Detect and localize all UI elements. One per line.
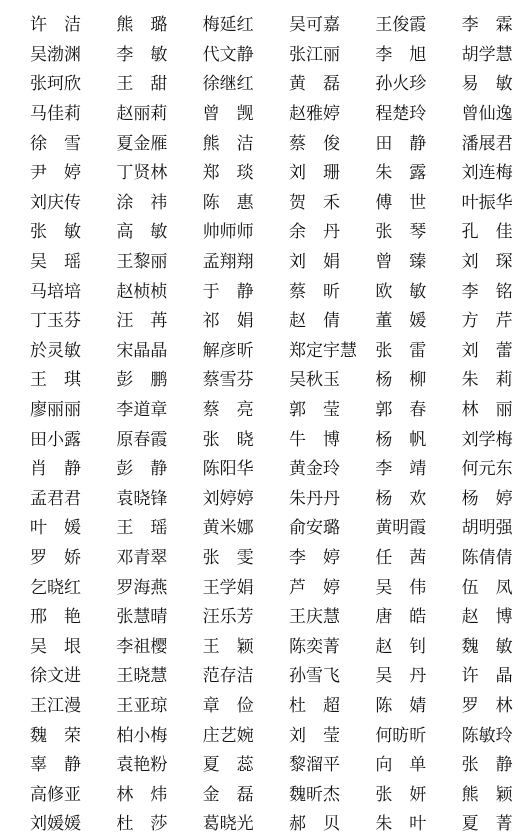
name-cell: 孔 佳 (461, 222, 513, 243)
name-cell: 刘 蕾 (461, 340, 513, 361)
name-cell: 朱 叶 (375, 814, 427, 835)
name-cell: 黄明霞 (375, 518, 427, 539)
name-cell: 潘展君 (461, 133, 513, 154)
name-cell: 庄艺婉 (202, 725, 254, 746)
name-row (0, 570, 518, 600)
name-cell: 胡明强 (461, 518, 513, 539)
name-cell: 王庆慧 (288, 607, 340, 628)
name-cell: 黄米娜 (202, 518, 254, 539)
name-cell: 蔡雪芬 (202, 370, 254, 391)
name-cell: 熊 颖 (461, 784, 513, 805)
name-cell: 肖 静 (30, 459, 81, 480)
name-cell: 张 妍 (375, 784, 427, 805)
name-cell: 罗海燕 (116, 577, 168, 598)
name-cell: 祁 娟 (202, 311, 254, 332)
name-cell: 梅延红 (202, 15, 254, 36)
name-cell: 郭 春 (375, 400, 427, 421)
name-cell: 原春霞 (116, 429, 168, 450)
name-cell: 易 敏 (461, 74, 513, 95)
name-cell: 解彦昕 (202, 340, 254, 361)
name-cell: 曾 臻 (375, 252, 427, 273)
name-cell: 杜 莎 (116, 814, 168, 835)
name-cell: 陈奕菁 (288, 636, 340, 657)
name-cell: 徐 雪 (30, 133, 81, 154)
name-cell: 王黎丽 (116, 252, 168, 273)
name-cell: 吴可嘉 (288, 15, 340, 36)
name-cell: 蔡 俊 (288, 133, 340, 154)
name-cell: 程楚玲 (375, 104, 427, 125)
name-cell: 汪 苒 (116, 311, 168, 332)
name-cell: 郑 琰 (202, 163, 254, 184)
name-row (0, 97, 518, 127)
name-cell: 赵桢桢 (116, 281, 168, 302)
name-cell: 熊 璐 (116, 15, 168, 36)
name-cell: 孙雪飞 (288, 666, 340, 687)
name-cell: 叶 媛 (30, 518, 81, 539)
name-cell: 王亚琼 (116, 695, 168, 716)
name-cell: 李道章 (116, 400, 168, 421)
name-cell: 帅师师 (202, 222, 254, 243)
name-row (0, 363, 518, 393)
name-cell: 李 敏 (116, 44, 168, 65)
name-cell: 牛 博 (288, 429, 340, 450)
name-cell: 任 茜 (375, 547, 427, 568)
name-cell: 袁晓锋 (116, 488, 168, 509)
name-cell: 王 瑶 (116, 518, 168, 539)
name-cell: 张慧晴 (116, 607, 168, 628)
name-cell: 李 旭 (375, 44, 427, 65)
name-cell: 彭 鹏 (116, 370, 168, 391)
name-cell: 朱 莉 (461, 370, 513, 391)
name-cell: 夏 菁 (461, 814, 513, 835)
name-cell: 孟翔翔 (202, 252, 254, 273)
name-cell: 刘庆传 (30, 192, 81, 213)
name-cell: 范存洁 (202, 666, 254, 687)
name-cell: 陈 婧 (375, 695, 427, 716)
name-cell: 金 磊 (202, 784, 254, 805)
name-cell: 刘连梅 (461, 163, 513, 184)
name-cell: 许 晶 (461, 666, 513, 687)
name-cell: 刘婷婷 (202, 488, 254, 509)
name-cell: 廖丽丽 (30, 400, 81, 421)
name-cell: 田小露 (30, 429, 81, 450)
name-cell: 向 单 (375, 755, 427, 776)
name-cell: 彭 静 (116, 459, 168, 480)
name-cell: 杜 超 (288, 695, 340, 716)
name-row (0, 422, 518, 452)
name-cell: 张 雷 (375, 340, 427, 361)
name-cell: 张珂欣 (30, 74, 81, 95)
name-cell: 徐文进 (30, 666, 81, 687)
name-cell: 陈阳华 (202, 459, 254, 480)
name-cell: 蔡 亮 (202, 400, 254, 421)
name-cell: 叶振华 (461, 192, 513, 213)
name-cell: 贺 禾 (288, 192, 340, 213)
name-cell: 张 雯 (202, 547, 254, 568)
name-cell: 吴 垠 (30, 636, 81, 657)
name-cell: 宋晶晶 (116, 340, 168, 361)
name-cell: 马佳莉 (30, 104, 81, 125)
name-cell: 胡学慧 (461, 44, 513, 65)
name-cell: 马培培 (30, 281, 81, 302)
name-cell: 张江丽 (288, 44, 340, 65)
name-cell: 黄金玲 (288, 459, 340, 480)
name-cell: 蔡 昕 (288, 281, 340, 302)
name-cell: 赵丽莉 (116, 104, 168, 125)
name-cell: 李 婷 (288, 547, 340, 568)
name-row (0, 8, 518, 38)
name-cell: 孙火珍 (375, 74, 427, 95)
name-row (0, 748, 518, 778)
name-cell: 方 芹 (461, 311, 513, 332)
name-cell: 杨 柳 (375, 370, 427, 391)
name-cell: 朱 露 (375, 163, 427, 184)
name-cell: 赵 博 (461, 607, 513, 628)
name-cell: 朱丹丹 (288, 488, 340, 509)
name-cell: 王 琪 (30, 370, 81, 391)
name-cell: 孟君君 (30, 488, 81, 509)
name-cell: 林 炜 (116, 784, 168, 805)
name-cell: 陈敏玲 (461, 725, 513, 746)
name-cell: 辜 静 (30, 755, 81, 776)
name-cell: 刘 莹 (288, 725, 340, 746)
name-row (0, 126, 518, 156)
name-cell: 黎溜平 (288, 755, 340, 776)
name-cell: 赵 倩 (288, 311, 340, 332)
name-row (0, 186, 518, 216)
name-cell: 张 静 (461, 755, 513, 776)
name-row (0, 215, 518, 245)
name-cell: 陈 惠 (202, 192, 254, 213)
name-cell: 吴渤渊 (30, 44, 81, 65)
name-row (0, 541, 518, 571)
name-cell: 刘学梅 (461, 429, 513, 450)
name-cell: 邓青翠 (116, 547, 168, 568)
name-cell: 赵雅婷 (288, 104, 340, 125)
name-cell: 俞安璐 (288, 518, 340, 539)
name-cell: 涂 祎 (116, 192, 168, 213)
name-cell: 林 丽 (461, 400, 513, 421)
name-cell: 尹 婷 (30, 163, 81, 184)
name-row (0, 807, 518, 837)
name-cell: 罗 林 (461, 695, 513, 716)
name-cell: 魏 荣 (30, 725, 81, 746)
name-cell: 魏昕杰 (288, 784, 340, 805)
name-row (0, 777, 518, 807)
name-cell: 欧 敏 (375, 281, 427, 302)
name-row (0, 600, 518, 630)
name-cell: 张 晓 (202, 429, 254, 450)
name-cell: 李 铭 (461, 281, 513, 302)
name-cell: 王俊霞 (375, 15, 427, 36)
name-cell: 田 静 (375, 133, 427, 154)
name-cell: 曾 觊 (202, 104, 254, 125)
name-cell: 刘 娟 (288, 252, 340, 273)
name-cell: 罗 娇 (30, 547, 81, 568)
name-row (0, 393, 518, 423)
name-cell: 王 颖 (202, 636, 254, 657)
name-cell: 郭 莹 (288, 400, 340, 421)
name-cell: 何元东 (461, 459, 513, 480)
name-cell: 唐 皓 (375, 607, 427, 628)
name-row (0, 245, 518, 275)
name-cell: 代文静 (202, 44, 254, 65)
name-cell: 王学娟 (202, 577, 254, 598)
name-cell: 丁贤林 (116, 163, 168, 184)
name-cell: 王 甜 (116, 74, 168, 95)
name-cell: 余 丹 (288, 222, 340, 243)
name-cell: 乞晓红 (30, 577, 81, 598)
name-cell: 李 靖 (375, 459, 427, 480)
name-cell: 王江漫 (30, 695, 81, 716)
name-cell: 袁艳粉 (116, 755, 168, 776)
name-row (0, 452, 518, 482)
name-cell: 董 媛 (375, 311, 427, 332)
name-row (0, 482, 518, 512)
name-row (0, 38, 518, 68)
name-cell: 汪乐芳 (202, 607, 254, 628)
name-cell: 高 敏 (116, 222, 168, 243)
name-row (0, 304, 518, 334)
name-cell: 芦 婷 (288, 577, 340, 598)
name-cell: 杨 帆 (375, 429, 427, 450)
name-cell: 吴 瑶 (30, 252, 81, 273)
name-cell: 吴 伟 (375, 577, 427, 598)
name-cell: 邢 艳 (30, 607, 81, 628)
name-row (0, 718, 518, 748)
name-cell: 刘 珊 (288, 163, 340, 184)
name-cell: 曾仙逸 (461, 104, 513, 125)
name-cell: 熊 洁 (202, 133, 254, 154)
name-cell: 柏小梅 (116, 725, 168, 746)
name-list-grid (0, 8, 518, 837)
name-cell: 黄 磊 (288, 74, 340, 95)
name-row (0, 156, 518, 186)
name-cell: 伍 凤 (461, 577, 513, 598)
name-cell: 吴秋玉 (288, 370, 340, 391)
name-row (0, 629, 518, 659)
name-cell: 李祖樱 (116, 636, 168, 657)
name-cell: 傅 世 (375, 192, 427, 213)
name-cell: 丁玉芬 (30, 311, 81, 332)
name-cell: 于 静 (202, 281, 254, 302)
name-row (0, 334, 518, 364)
name-cell: 张 琴 (375, 222, 427, 243)
name-cell: 夏 蕊 (202, 755, 254, 776)
name-cell: 王晓慧 (116, 666, 168, 687)
name-cell: 何昉昕 (375, 725, 427, 746)
name-cell: 张 敏 (30, 222, 81, 243)
name-row (0, 511, 518, 541)
name-cell: 吴 丹 (375, 666, 427, 687)
name-cell: 章 俭 (202, 695, 254, 716)
name-cell: 徐继红 (202, 74, 254, 95)
name-cell: 夏金雁 (116, 133, 168, 154)
name-cell: 郑定宇慧 (288, 340, 357, 361)
name-cell: 陈倩倩 (461, 547, 513, 568)
name-cell: 杨 欢 (375, 488, 427, 509)
name-cell: 郝 贝 (288, 814, 340, 835)
name-cell: 赵 钊 (375, 636, 427, 657)
name-cell: 葛晓光 (202, 814, 254, 835)
name-cell: 魏 敏 (461, 636, 513, 657)
name-cell: 许 洁 (30, 15, 81, 36)
name-cell: 刘媛媛 (30, 814, 81, 835)
name-row (0, 67, 518, 97)
name-cell: 於灵敏 (30, 340, 81, 361)
name-row (0, 659, 518, 689)
name-row (0, 274, 518, 304)
name-row (0, 689, 518, 719)
name-cell: 李 霖 (461, 15, 513, 36)
name-cell: 杨 婷 (461, 488, 513, 509)
name-cell: 高修亚 (30, 784, 81, 805)
name-cell: 刘 琛 (461, 252, 513, 273)
